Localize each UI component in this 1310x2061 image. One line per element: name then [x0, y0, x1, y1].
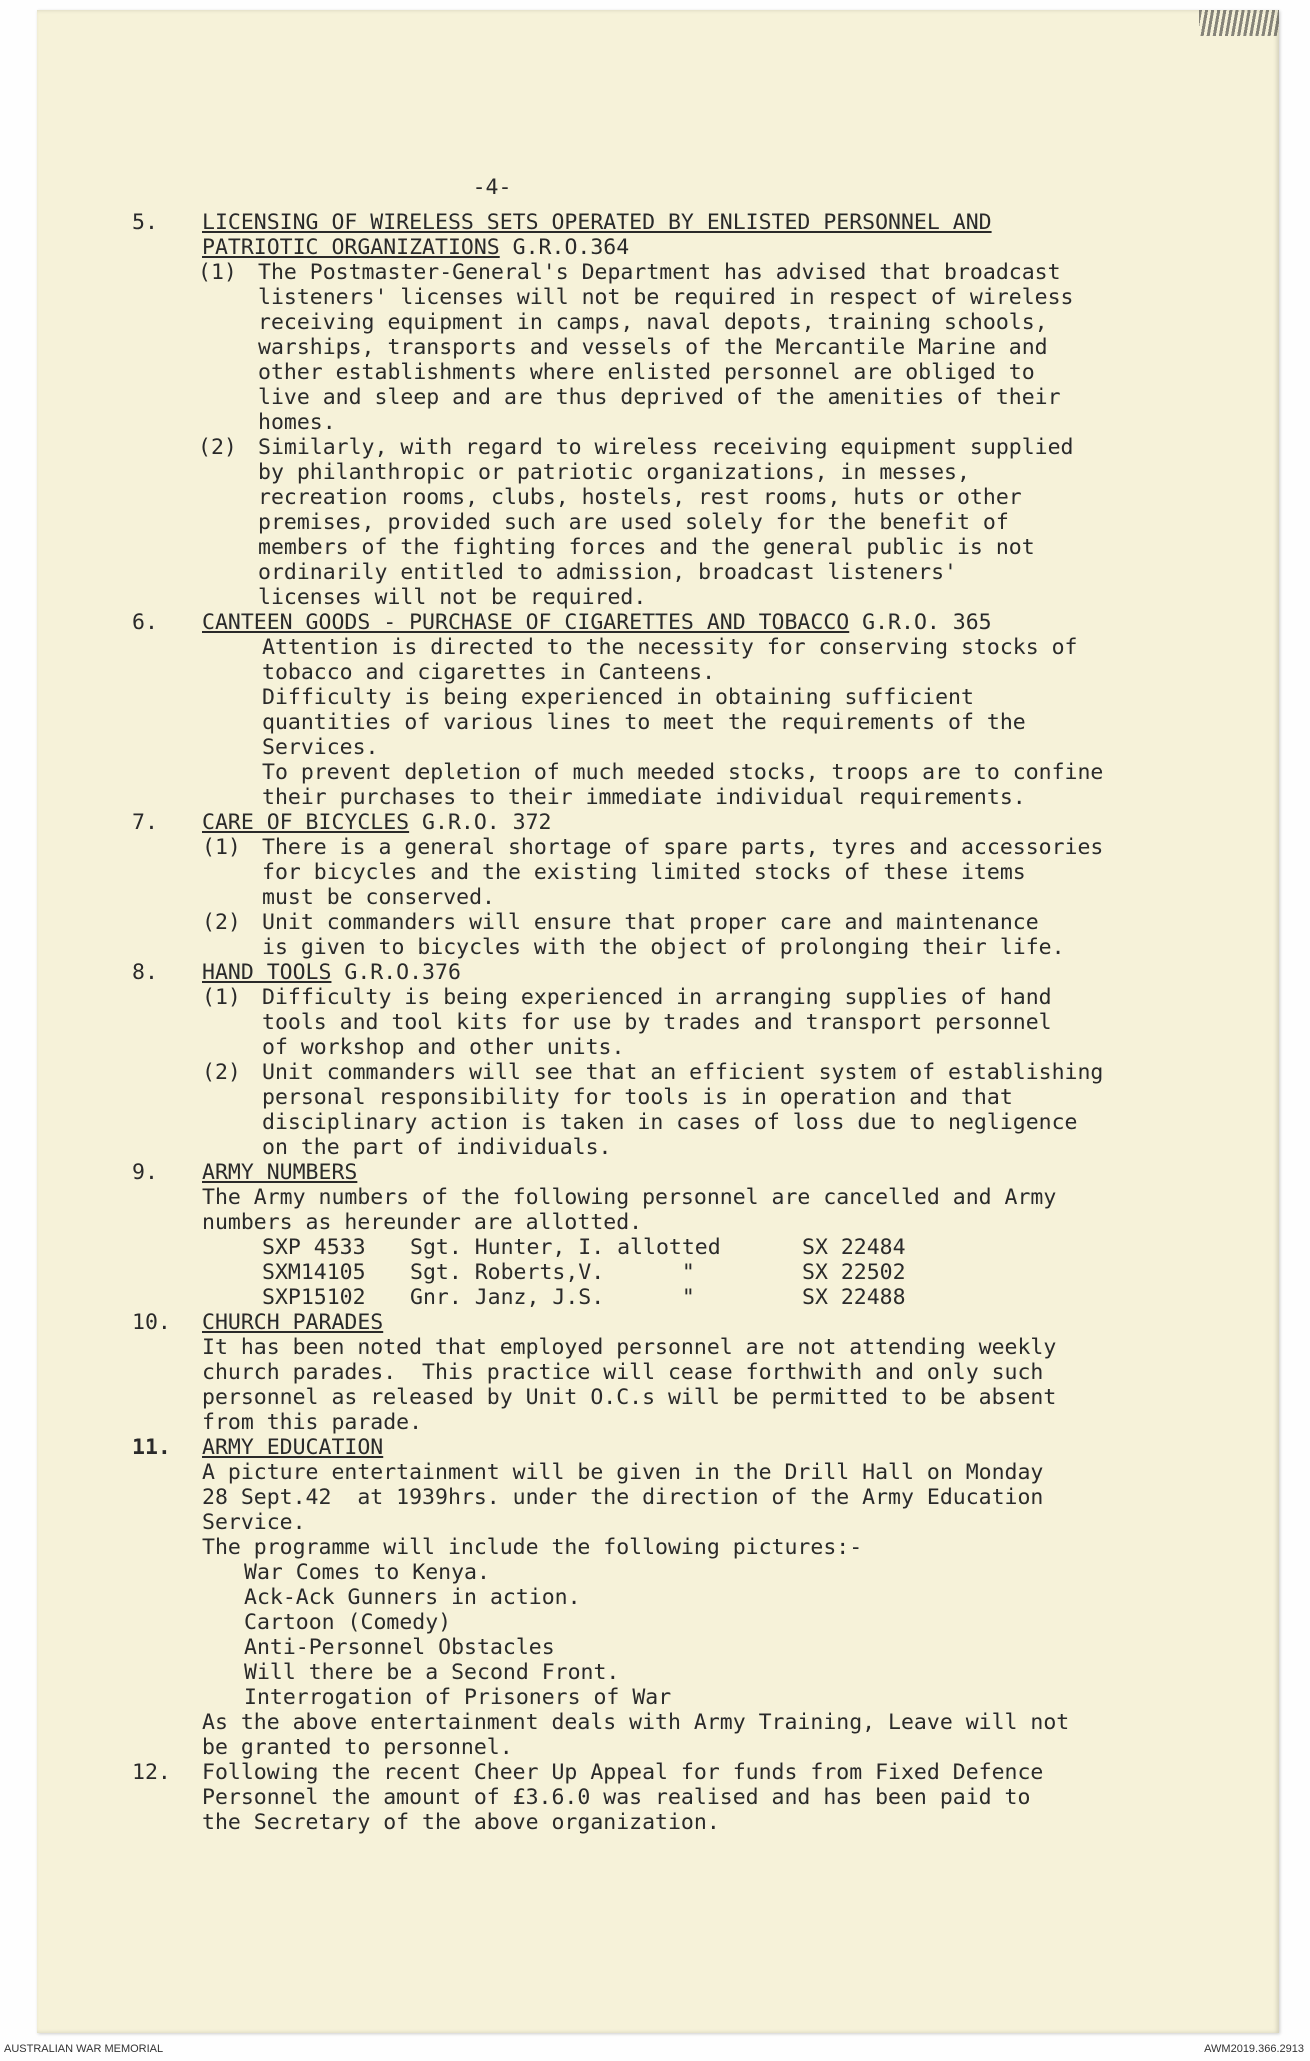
- text-line: be granted to personnel.: [202, 1735, 513, 1760]
- text-line: Service.: [202, 1510, 306, 1535]
- paragraph-label: (1): [202, 985, 241, 1010]
- section-number: 12.: [132, 1760, 171, 1785]
- section-heading: HAND TOOLS: [202, 960, 332, 985]
- text-line: other establishments where enlisted personnel are obliged to: [258, 360, 1035, 385]
- text-line: tobacco and cigarettes in Canteens.: [262, 660, 716, 685]
- section-number: 8.: [132, 960, 158, 985]
- picture-item: Cartoon (Comedy): [244, 1610, 452, 1635]
- section-heading: CARE OF BICYCLES: [202, 810, 410, 835]
- section-number: 10.: [132, 1310, 171, 1335]
- text-line: from this parade.: [202, 1410, 423, 1435]
- document-page: [37, 10, 1279, 2033]
- section-heading: CHURCH PARADES: [202, 1310, 384, 1335]
- section-7: [132, 810, 1279, 960]
- text-line: quantities of various lines to meet the requirements of the: [262, 710, 1026, 735]
- section-12: [132, 1760, 1279, 1835]
- paragraph-label: (2): [202, 910, 241, 935]
- text-line: Difficulty is being experienced in arranging supplies of hand: [262, 985, 1052, 1010]
- text-line: of workshop and other units.: [262, 1035, 625, 1060]
- section-ref: G.R.O. 372: [409, 810, 552, 835]
- text-line: Services.: [262, 735, 379, 760]
- paragraph-label: (1): [202, 835, 241, 860]
- section-heading: ARMY EDUCATION: [202, 1435, 384, 1460]
- section-5: [132, 210, 1279, 610]
- army-number-row: [132, 1260, 1279, 1285]
- text-line: personal responsibility for tools is in operation and that: [262, 1085, 1013, 1110]
- new-number: SX 22488: [802, 1285, 906, 1310]
- text-line: Difficulty is being experienced in obtaining sufficient: [262, 685, 974, 710]
- text-line: The programme will include the following pictures:-: [202, 1535, 863, 1560]
- text-line: Following the recent Cheer Up Appeal for funds from Fixed Defence: [202, 1760, 1044, 1785]
- section-ref: G.R.O.376: [331, 960, 461, 985]
- section-ref: G.R.O. 365: [849, 610, 992, 635]
- old-number: SXP 4533: [262, 1235, 366, 1260]
- text-line: disciplinary action is taken in cases of loss due to negligence: [262, 1110, 1078, 1135]
- section-11: [132, 1435, 1279, 1760]
- document-body: [132, 175, 1279, 1835]
- picture-item: Ack-Ack Gunners in action.: [244, 1585, 581, 1610]
- text-line: The Postmaster-General's Department has advised that broadcast: [258, 260, 1061, 285]
- section-ref: G.R.O.364: [499, 235, 630, 260]
- section-6: [132, 610, 1279, 810]
- personnel-name: Gnr. Janz, J.S. ": [410, 1285, 695, 1310]
- picture-item: Interrogation of Prisoners of War: [244, 1685, 672, 1710]
- text-line: As the above entertainment deals with Army Training, Leave will not: [202, 1710, 1070, 1735]
- text-line: homes.: [258, 410, 336, 435]
- text-line: church parades. This practice will cease forthwith and only such: [202, 1360, 1044, 1385]
- picture-item: War Comes to Kenya.: [244, 1560, 490, 1585]
- text-line: personnel as released by Unit O.C.s will be permitted to be absent: [202, 1385, 1057, 1410]
- text-line: tools and tool kits for use by trades and transport personnel: [262, 1010, 1052, 1035]
- text-line: To prevent depletion of much meeded stocks, troops are to confine: [262, 760, 1104, 785]
- text-line: Attention is directed to the necessity for conserving stocks of: [262, 635, 1078, 660]
- picture-item: Anti-Personnel Obstacles: [244, 1635, 555, 1660]
- page-number: -4-: [472, 175, 512, 200]
- section-number: 9.: [132, 1160, 158, 1185]
- old-number: SXP15102: [262, 1285, 366, 1310]
- new-number: SX 22502: [802, 1260, 906, 1285]
- section-8: [132, 960, 1279, 1160]
- section-heading: CANTEEN GOODS - PURCHASE OF CIGARETTES AND TOBACCO: [202, 610, 850, 635]
- personnel-name: Sgt. Roberts,V. ": [410, 1260, 695, 1285]
- section-heading: PATRIOTIC ORGANIZATIONS: [202, 235, 500, 260]
- footer-accession-id: AWM2019.366.2913: [1204, 2043, 1304, 2055]
- text-line: by philanthropic or patriotic organizations, in messes,: [258, 460, 970, 485]
- text-line: Personnel the amount of £3.6.0 was realised and has been paid to: [202, 1785, 1031, 1810]
- text-line: listeners' licenses will not be required in respect of wireless: [258, 285, 1074, 310]
- text-line: receiving equipment in camps, naval depots, training schools,: [258, 310, 1048, 335]
- text-line: Unit commanders will ensure that proper care and maintenance: [262, 910, 1039, 935]
- picture-item: Will there be a Second Front.: [244, 1660, 620, 1685]
- text-line: must be conserved.: [262, 885, 495, 910]
- text-line: The Army numbers of the following personnel are cancelled and Army: [202, 1185, 1057, 1210]
- archive-footer: [0, 2039, 1310, 2061]
- torn-edge-marks: [1199, 10, 1279, 36]
- paragraph-label: (1): [198, 260, 237, 285]
- text-line: on the part of individuals.: [262, 1135, 612, 1160]
- army-number-row: [132, 1285, 1279, 1310]
- section-9: [132, 1160, 1279, 1310]
- text-line: is given to bicycles with the object of prolonging their life.: [262, 935, 1065, 960]
- section-number: 11.: [132, 1435, 171, 1460]
- section-heading: ARMY NUMBERS: [202, 1160, 358, 1185]
- text-line: Similarly, with regard to wireless receiving equipment supplied: [258, 435, 1074, 460]
- text-line: warships, transports and vessels of the Mercantile Marine and: [258, 335, 1048, 360]
- text-line: ordinarily entitled to admission, broadcast listeners': [258, 560, 957, 585]
- text-line: premises, provided such are used solely for the benefit of: [258, 510, 1009, 535]
- text-line: for bicycles and the existing limited stocks of these items: [262, 860, 1026, 885]
- text-line: 28 Sept.42 at 1939hrs. under the direction of the Army Education: [202, 1485, 1044, 1510]
- text-line: A picture entertainment will be given in the Drill Hall on Monday: [202, 1460, 1044, 1485]
- text-line: recreation rooms, clubs, hostels, rest rooms, huts or other: [258, 485, 1022, 510]
- text-line: members of the fighting forces and the general public is not: [258, 535, 1035, 560]
- paragraph-label: (2): [202, 1060, 241, 1085]
- old-number: SXM14105: [262, 1260, 366, 1285]
- text-line: Unit commanders will see that an efficient system of establishing: [262, 1060, 1104, 1085]
- section-number: 6.: [132, 610, 158, 635]
- text-line: licenses will not be required.: [258, 585, 647, 610]
- paragraph-label: (2): [198, 435, 237, 460]
- section-heading: LICENSING OF WIRELESS SETS OPERATED BY ENLISTED PERSONNEL AND: [202, 210, 992, 235]
- text-line: It has been noted that employed personnel are not attending weekly: [202, 1335, 1057, 1360]
- section-number: 5.: [132, 210, 158, 235]
- text-line: their purchases to their immediate individual requirements.: [262, 785, 1026, 810]
- footer-source: AUSTRALIAN WAR MEMORIAL: [4, 2043, 164, 2055]
- text-line: numbers as hereunder are allotted.: [202, 1210, 643, 1235]
- new-number: SX 22484: [802, 1235, 906, 1260]
- army-number-row: [132, 1235, 1279, 1260]
- text-line: There is a general shortage of spare parts, tyres and accessories: [262, 835, 1104, 860]
- personnel-name: Sgt. Hunter, I. allotted: [410, 1235, 721, 1260]
- text-line: the Secretary of the above organization.: [202, 1810, 720, 1835]
- section-number: 7.: [132, 810, 158, 835]
- text-line: live and sleep and are thus deprived of the amenities of their: [258, 385, 1061, 410]
- section-10: [132, 1310, 1279, 1435]
